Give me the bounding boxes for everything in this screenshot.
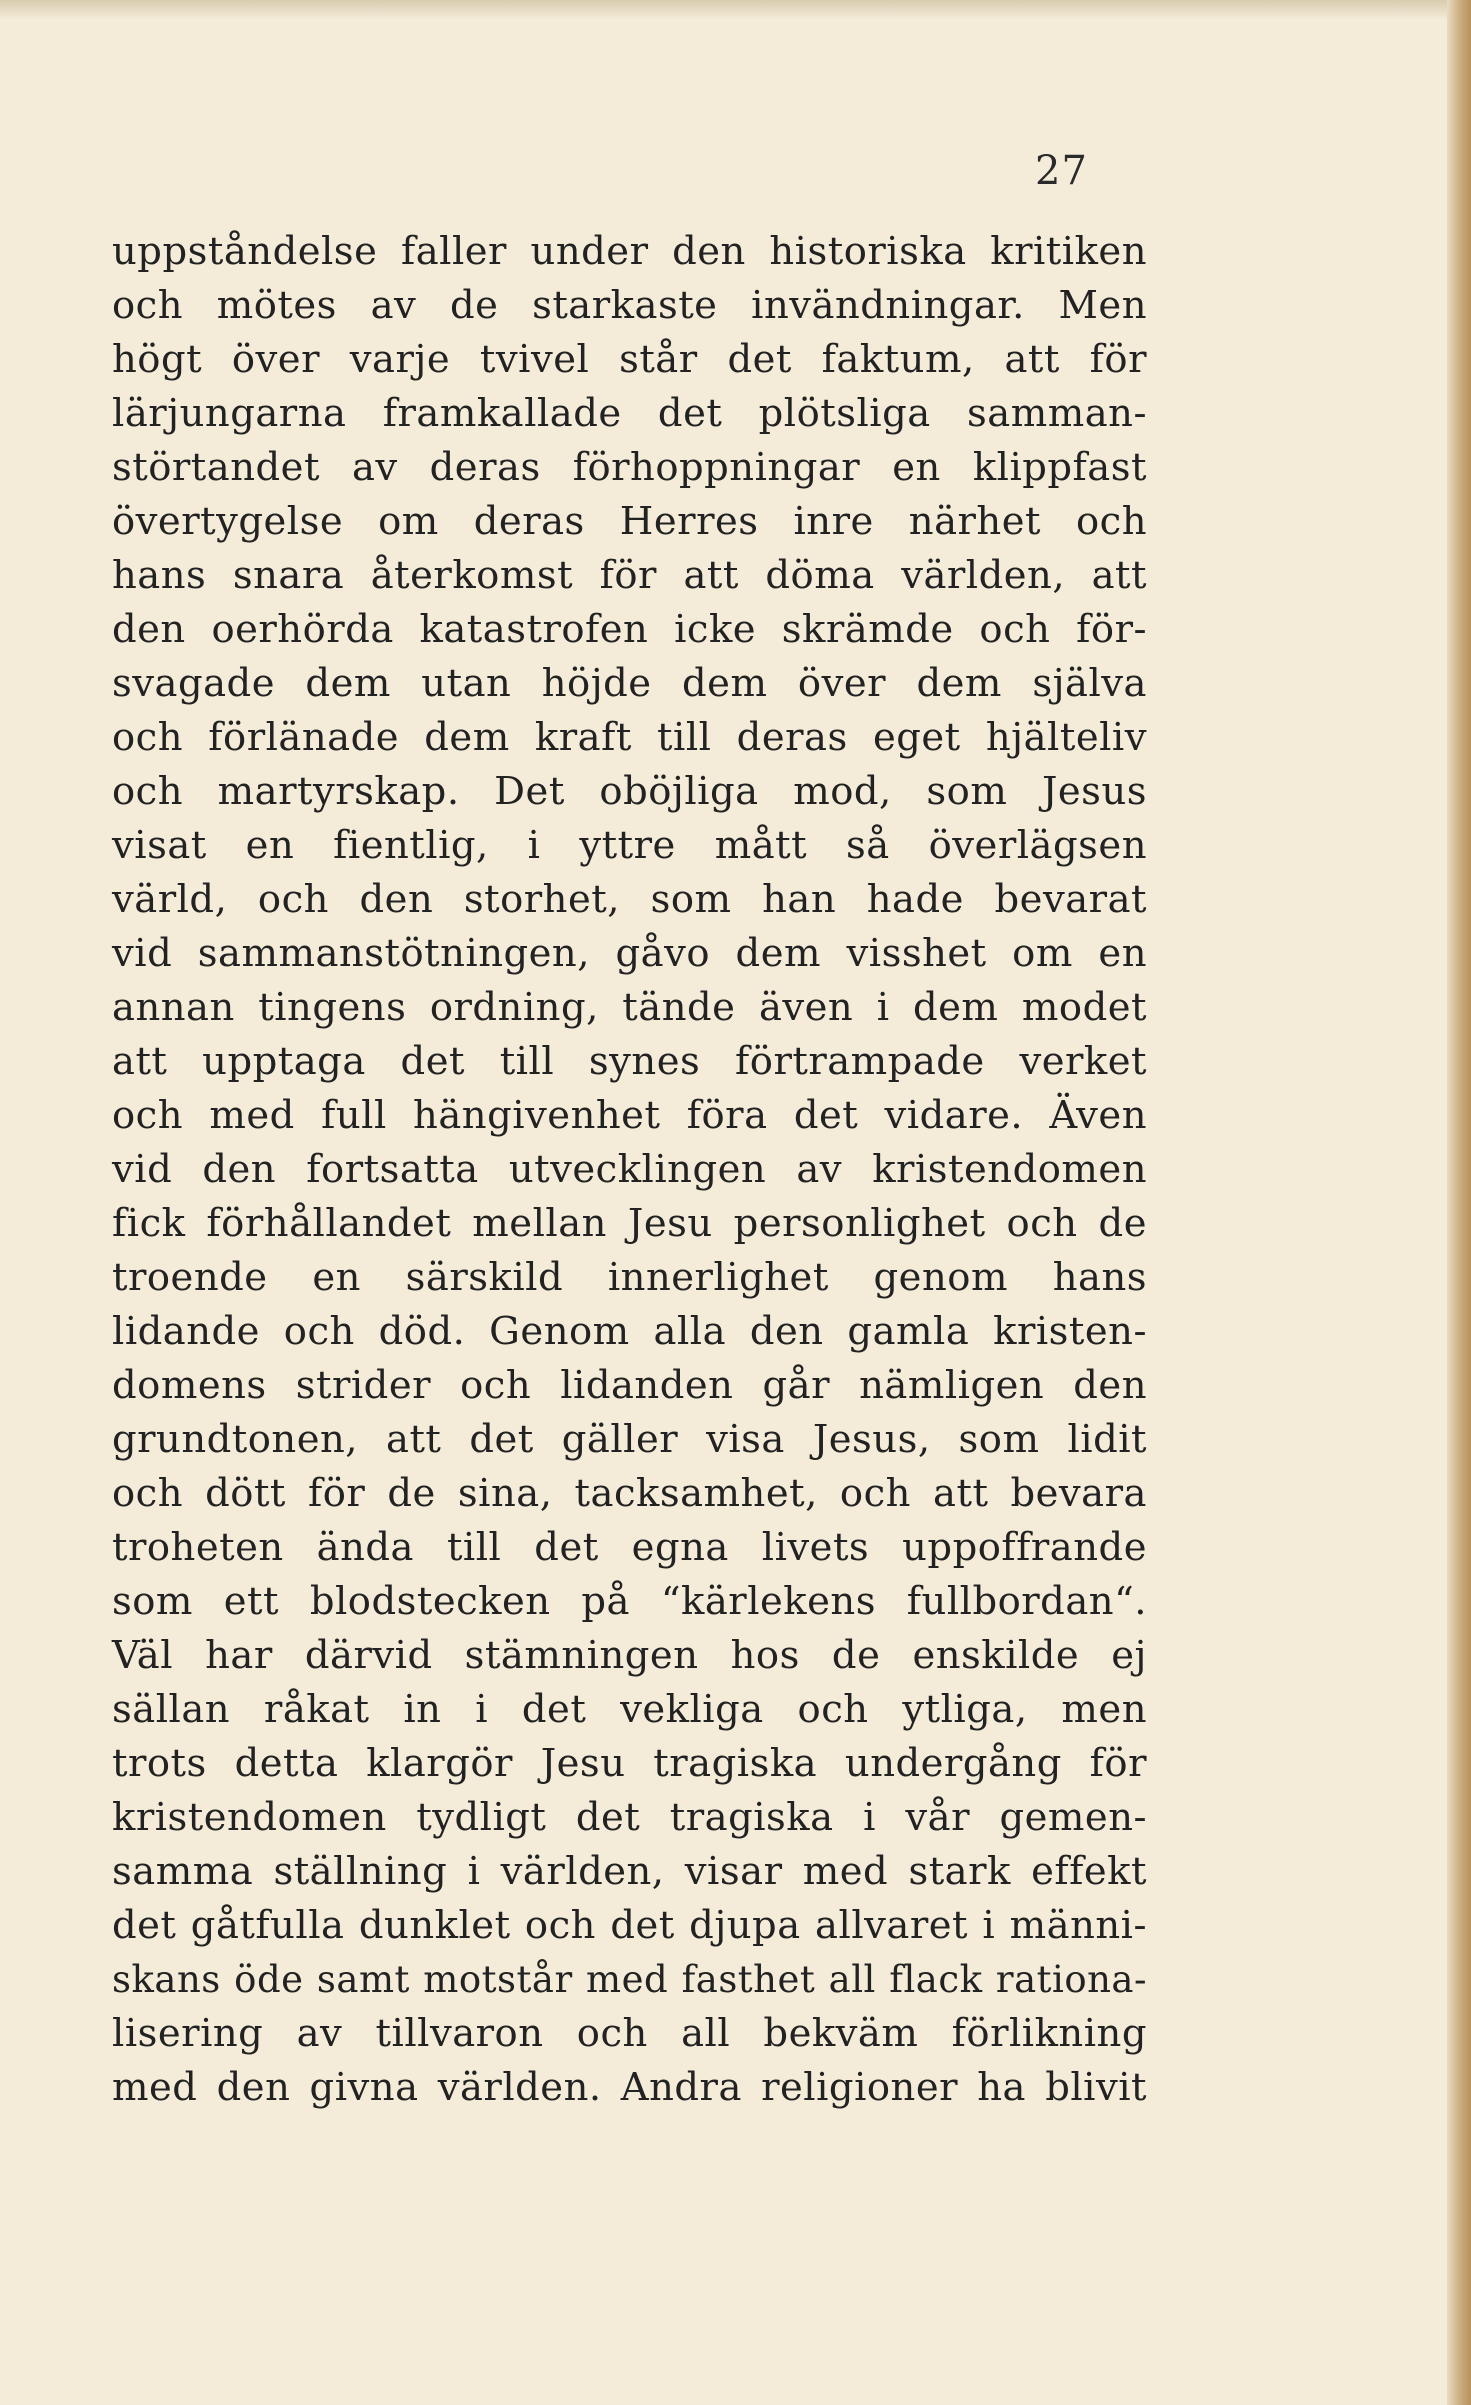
text-line: annan tingens ordning, tände även i dem modet	[112, 985, 1147, 1030]
text-line: fick förhållandet mellan Jesu personlighet och de	[112, 1201, 1147, 1246]
text-line: med den givna världen. Andra religioner ha blivit	[112, 2065, 1147, 2110]
text-line: sällan råkat in i det vekliga och ytliga, men	[112, 1687, 1147, 1732]
page-top-shadow	[0, 0, 1471, 20]
text-line: värld, och den storhet, som han hade bevarat	[112, 877, 1147, 922]
text-line: visat en fientlig, i yttre mått så överlägsen	[112, 823, 1147, 868]
text-line: troende en särskild innerlighet genom hans	[112, 1255, 1147, 1300]
body-text	[112, 225, 1147, 2115]
text-line: och dött för de sina, tacksamhet, och att bevara	[112, 1471, 1147, 1516]
text-line: trots detta klargör Jesu tragiska undergång för	[112, 1741, 1147, 1786]
page-right-edge	[1447, 0, 1471, 2405]
page-number: 27	[1035, 148, 1088, 194]
text-line: uppståndelse faller under den historiska kritiken	[112, 229, 1147, 274]
text-line: och mötes av de starkaste invändningar. Men	[112, 283, 1147, 328]
text-line: grundtonen, att det gäller visa Jesus, som lidit	[112, 1417, 1147, 1462]
text-line: och martyrskap. Det oböjliga mod, som Jesus	[112, 769, 1147, 814]
text-line: svagade dem utan höjde dem över dem själva	[112, 661, 1147, 706]
text-line: Väl har därvid stämningen hos de enskilde ej	[112, 1633, 1147, 1678]
text-line: vid sammanstötningen, gåvo dem visshet om en	[112, 931, 1147, 976]
text-line: övertygelse om deras Herres inre närhet och	[112, 499, 1147, 544]
text-line: kristendomen tydligt det tragiska i vår gemen-	[112, 1795, 1147, 1840]
text-line: störtandet av deras förhoppningar en klippfast	[112, 445, 1147, 490]
text-line: troheten ända till det egna livets uppoffrande	[112, 1525, 1147, 1570]
text-line: den oerhörda katastrofen icke skrämde och för-	[112, 607, 1147, 652]
text-line: lisering av tillvaron och all bekväm förlikning	[112, 2011, 1147, 2056]
text-line: hans snara återkomst för att döma världen, att	[112, 553, 1147, 598]
text-line: högt över varje tvivel står det faktum, att för	[112, 337, 1147, 382]
text-line: lärjungarna framkallade det plötsliga samman-	[112, 391, 1147, 436]
text-line: och förlänade dem kraft till deras eget hjälteliv	[112, 715, 1147, 760]
text-line: samma ställning i världen, visar med stark effekt	[112, 1849, 1147, 1894]
text-line: och med full hängivenhet föra det vidare. Även	[112, 1093, 1147, 1138]
text-line: vid den fortsatta utvecklingen av kristendomen	[112, 1147, 1147, 1192]
text-line: lidande och död. Genom alla den gamla kristen-	[112, 1309, 1147, 1354]
text-line: det gåtfulla dunklet och det djupa allvaret i männi-	[112, 1903, 1147, 1948]
text-line: skans öde samt motstår med fasthet all flack rationa-	[112, 1958, 1147, 2001]
text-line: att upptaga det till synes förtrampade verket	[112, 1039, 1147, 1084]
text-line: som ett blodstecken på “kärlekens fullbordan“.	[112, 1579, 1147, 1624]
text-line: domens strider och lidanden går nämligen den	[112, 1363, 1147, 1408]
